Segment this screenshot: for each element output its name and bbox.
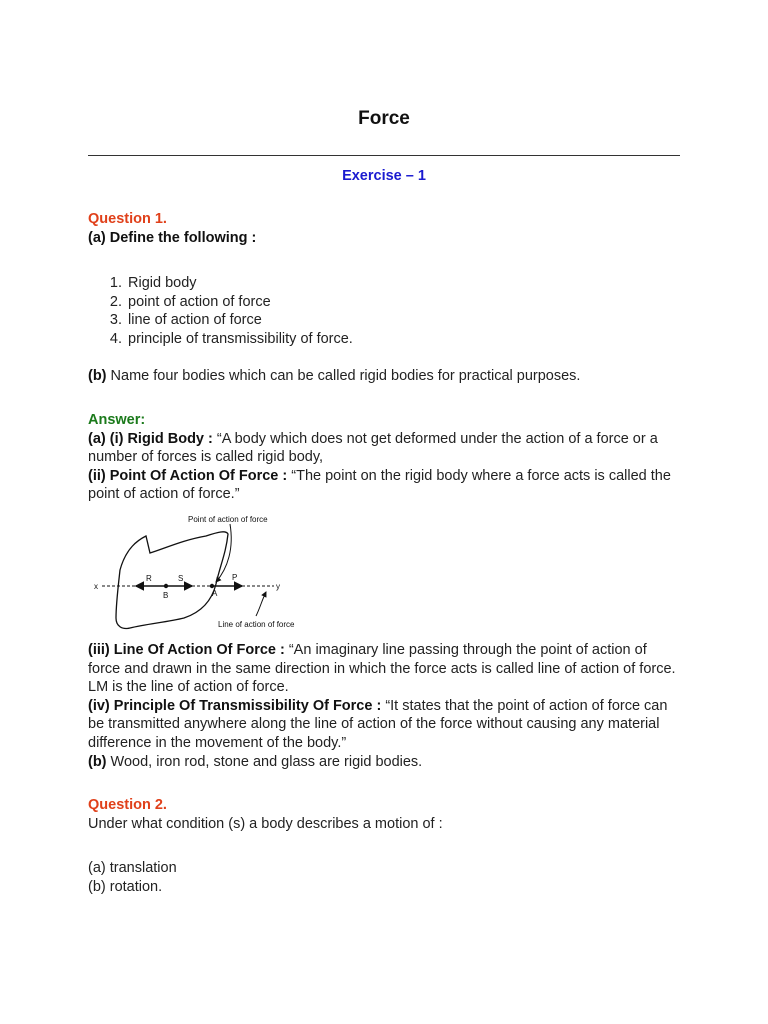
title-divider — [88, 155, 680, 156]
label-r: R — [146, 574, 152, 583]
question-2 — [88, 796, 680, 833]
exercise-heading: Exercise – 1 — [342, 168, 426, 184]
answer-heading: Answer: — [88, 412, 146, 428]
answer-transmissibility-label: (iv) Principle Of Transmissibility Of Force : — [88, 697, 382, 714]
force-diagram — [88, 508, 318, 636]
answer-1-continued — [88, 641, 680, 771]
answer-point-of-action-label: (ii) Point Of Action Of Force : — [88, 467, 288, 484]
answer-part-b-label: (b) — [88, 753, 107, 770]
list-item: 3. line of action of force — [126, 311, 680, 330]
answer-part-b-text: Wood, iron rod, stone and glass are rigid bodies. — [106, 753, 423, 770]
answer-rigid-body — [88, 430, 680, 467]
label-line-of-action: Line of action of force — [218, 620, 295, 629]
answer-transmissibility — [88, 697, 680, 753]
list-item: 2. point of action of force — [126, 293, 680, 312]
question-1 — [88, 210, 680, 247]
question-1-heading: Question 1. — [88, 211, 167, 227]
definition-list-block — [88, 274, 680, 348]
leader-line-of-action — [256, 592, 266, 616]
question-1-part-a: (a) Define the following : — [88, 229, 257, 246]
label-p: P — [232, 573, 238, 582]
label-y: y — [276, 582, 280, 591]
question-2-heading: Question 2. — [88, 797, 167, 813]
list-item: 4. principle of transmissibility of force. — [126, 330, 680, 349]
answer-part-b — [88, 753, 680, 772]
answer-1 — [88, 411, 680, 504]
question-1-part-b — [88, 367, 680, 386]
label-a: A — [212, 589, 218, 598]
answer-point-of-action — [88, 467, 680, 504]
question-2-options — [88, 859, 680, 896]
label-s: S — [178, 574, 184, 583]
label-b: B — [163, 591, 169, 600]
list-item: 1. Rigid body — [126, 274, 680, 293]
point-b — [164, 584, 168, 588]
answer-point-of-action-text: “The point on the rigid body where a force acts is called the point of action of force.” — [88, 467, 671, 503]
definition-list — [88, 274, 680, 348]
question-2-option-b: (b) rotation. — [88, 878, 163, 895]
answer-rigid-body-text: “A body which does not get deformed under the action of a force or a number of forces is called rigid body, — [88, 430, 658, 466]
part-b-label: (b) — [88, 368, 107, 384]
label-x: x — [94, 582, 98, 591]
answer-rigid-body-label: (a) (i) Rigid Body : — [88, 430, 213, 447]
force-diagram-svg — [88, 508, 318, 636]
question-2-option-a: (a) translation — [88, 860, 177, 876]
answer-transmissibility-text: “It states that the point of action of force can be transmitted anywhere along the line of action of the force without causing any material difference in the movement of the body.” — [88, 697, 668, 751]
question-2-text: Under what condition (s) a body describes a motion of : — [88, 815, 443, 832]
answer-line-of-action-label: (iii) Line Of Action Of Force : — [88, 642, 285, 658]
page-title: Force — [358, 108, 410, 129]
answer-line-of-action — [88, 641, 680, 697]
part-b-text: Name four bodies which can be called rigid bodies for practical purposes. — [106, 368, 581, 384]
label-point-of-action: Point of action of force — [188, 515, 268, 524]
rigid-body-outline — [116, 532, 228, 629]
point-a — [210, 584, 214, 588]
answer-line-of-action-text: “An imaginary line passing through the point of action of force and drawn in the same direction in which the force acts is called line of action of force. LM is the line of action of force. — [88, 642, 676, 696]
